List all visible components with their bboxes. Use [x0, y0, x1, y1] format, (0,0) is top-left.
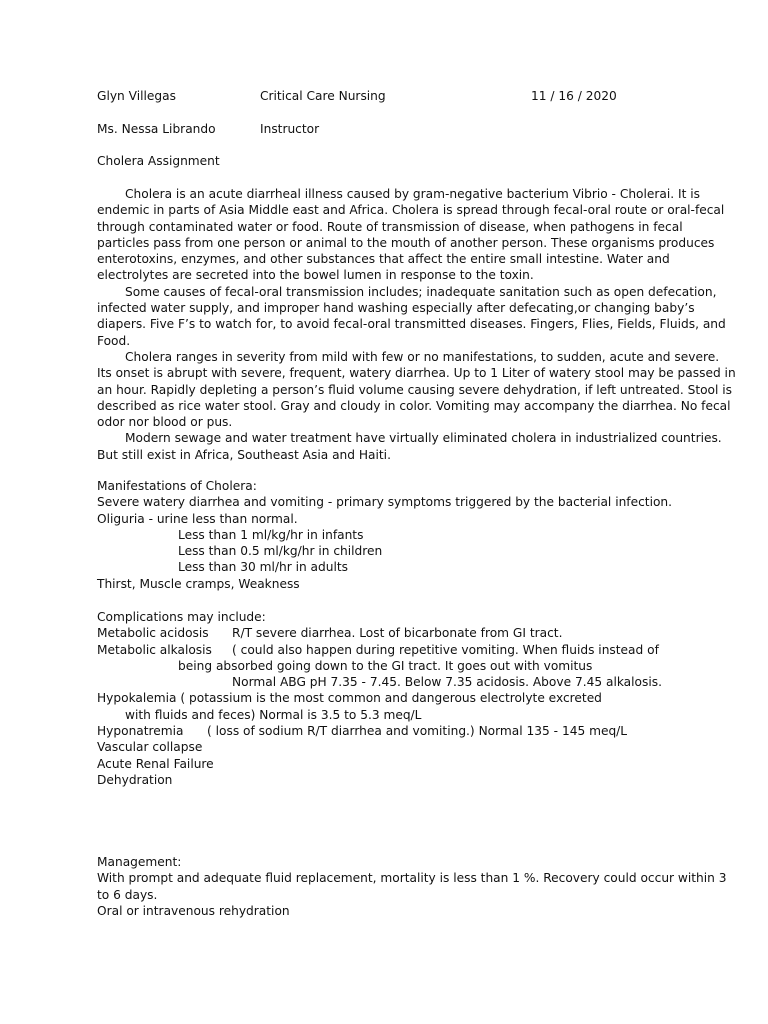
paragraph-line: an hour. Rapidly depleting a person’s fluid volume causing severe dehydration, if left untreated. Stool is — [97, 382, 733, 397]
paragraph-line: But still exist in Africa, Southeast Asia and Haiti. — [97, 447, 391, 462]
instructor-name: Ms. Nessa Librando — [97, 122, 216, 136]
paragraph-line: enterotoxins, enzymes, and other substances that affect the entire small intestine. Water and — [97, 252, 670, 267]
manifestations-section — [97, 478, 697, 592]
student-name: Glyn Villegas — [97, 89, 176, 103]
paragraph-line: odor nor blood or pus. — [97, 415, 233, 430]
complication-row — [97, 723, 717, 739]
list-item: Acute Renal Failure — [97, 756, 214, 771]
list-item: Thirst, Muscle cramps, Weakness — [97, 576, 300, 591]
abg-normal-values: Normal ABG pH 7.35 - 7.45. Below 7.35 acidosis. Above 7.45 alkalosis. — [232, 675, 662, 690]
paragraph-line: Some causes of fecal-oral transmission includes; inadequate sanitation such as open defecation, — [125, 284, 717, 299]
list-item: Less than 30 ml/hr in adults — [178, 560, 348, 575]
paragraph-line: diapers. Five F’s to watch for, to avoid fecal-oral transmitted diseases. Fingers, Flies, Fields, Fluids, and — [97, 317, 726, 332]
complications-section — [97, 609, 717, 788]
list-item: Less than 0.5 ml/kg/hr in children — [178, 544, 383, 559]
complication-text: ( could also happen during repetitive vomiting. When fluids instead of — [232, 642, 659, 657]
complication-row — [97, 625, 717, 641]
list-item: Severe watery diarrhea and vomiting - primary symptoms triggered by the bacterial infection. — [97, 495, 673, 510]
paragraph-line: Oral or intravenous rehydration — [97, 903, 290, 918]
assignment-date: 11 / 16 / 2020 — [531, 89, 617, 103]
paragraph-line: Cholera ranges in severity from mild with few or no manifestations, to sudden, acute and severe. — [125, 349, 720, 364]
paragraph-line: particles pass from one person or animal to the mouth of another person. These organisms produces — [97, 235, 715, 250]
paragraph-line: electrolytes are secreted into the bowel lumen in response to the toxin. — [97, 268, 534, 283]
paragraph-line: Cholera is an acute diarrheal illness caused by gram-negative bacterium Vibrio - Cholerai. It is — [125, 187, 700, 201]
paragraph-line: infected water supply, and improper hand washing especially after defecating,or changing baby’s — [97, 301, 695, 316]
complication-text: R/T severe diarrhea. Lost of bicarbonate from GI tract. — [232, 626, 563, 641]
paragraph-line: With prompt and adequate fluid replacement, mortality is less than 1 %. Recovery could occur within 3 — [97, 871, 727, 886]
complication-text: with fluids and feces) Normal is 3.5 to 5.3 meq/L — [125, 707, 422, 722]
list-item: Less than 1 ml/kg/hr in infants — [178, 527, 364, 542]
complication-label: Metabolic alkalosis — [97, 642, 212, 657]
management-section — [97, 854, 727, 919]
list-item: Dehydration — [97, 772, 173, 787]
complications-heading: Complications may include: — [97, 610, 266, 624]
complication-label: Hyponatremia — [97, 724, 184, 739]
paragraph-line: Modern sewage and water treatment have virtually eliminated cholera in industrialized countries. — [125, 431, 722, 446]
paragraph-line: endemic in parts of Asia Middle east and Africa. Cholera is spread through fecal-oral route or oral-fecal — [97, 203, 725, 218]
paragraph-line: Its onset is abrupt with severe, frequent, watery diarrhea. Up to 1 Liter of watery stool may be passed in — [97, 366, 736, 381]
paragraph-line: described as rice water stool. Gray and cloudy in color. Vomiting may accompany the diarrhea. No fecal — [97, 398, 731, 413]
instructor-role: Instructor — [260, 122, 320, 136]
paragraph-line: to 6 days. — [97, 887, 158, 902]
management-heading: Management: — [97, 855, 182, 869]
complication-label: Metabolic acidosis — [97, 626, 209, 641]
list-item: Vascular collapse — [97, 740, 203, 755]
course-name: Critical Care Nursing — [260, 89, 386, 103]
assignment-title: Cholera Assignment — [97, 154, 220, 168]
complication-text: Hypokalemia ( potassium is the most common and dangerous electrolyte excreted — [97, 691, 602, 706]
complication-row — [97, 642, 717, 658]
manifestations-heading: Manifestations of Cholera: — [97, 479, 257, 493]
complication-text: being absorbed going down to the GI tract. It goes out with vomitus — [178, 658, 593, 673]
intro-paragraphs — [97, 186, 736, 463]
complication-text: ( loss of sodium R/T diarrhea and vomiting.) Normal 135 - 145 meq/L — [207, 724, 628, 739]
list-item: Oliguria - urine less than normal. — [97, 511, 298, 526]
paragraph-line: through contaminated water or food. Route of transmission of disease, when pathogens in fecal — [97, 219, 683, 234]
paragraph-line: Food. — [97, 333, 131, 348]
